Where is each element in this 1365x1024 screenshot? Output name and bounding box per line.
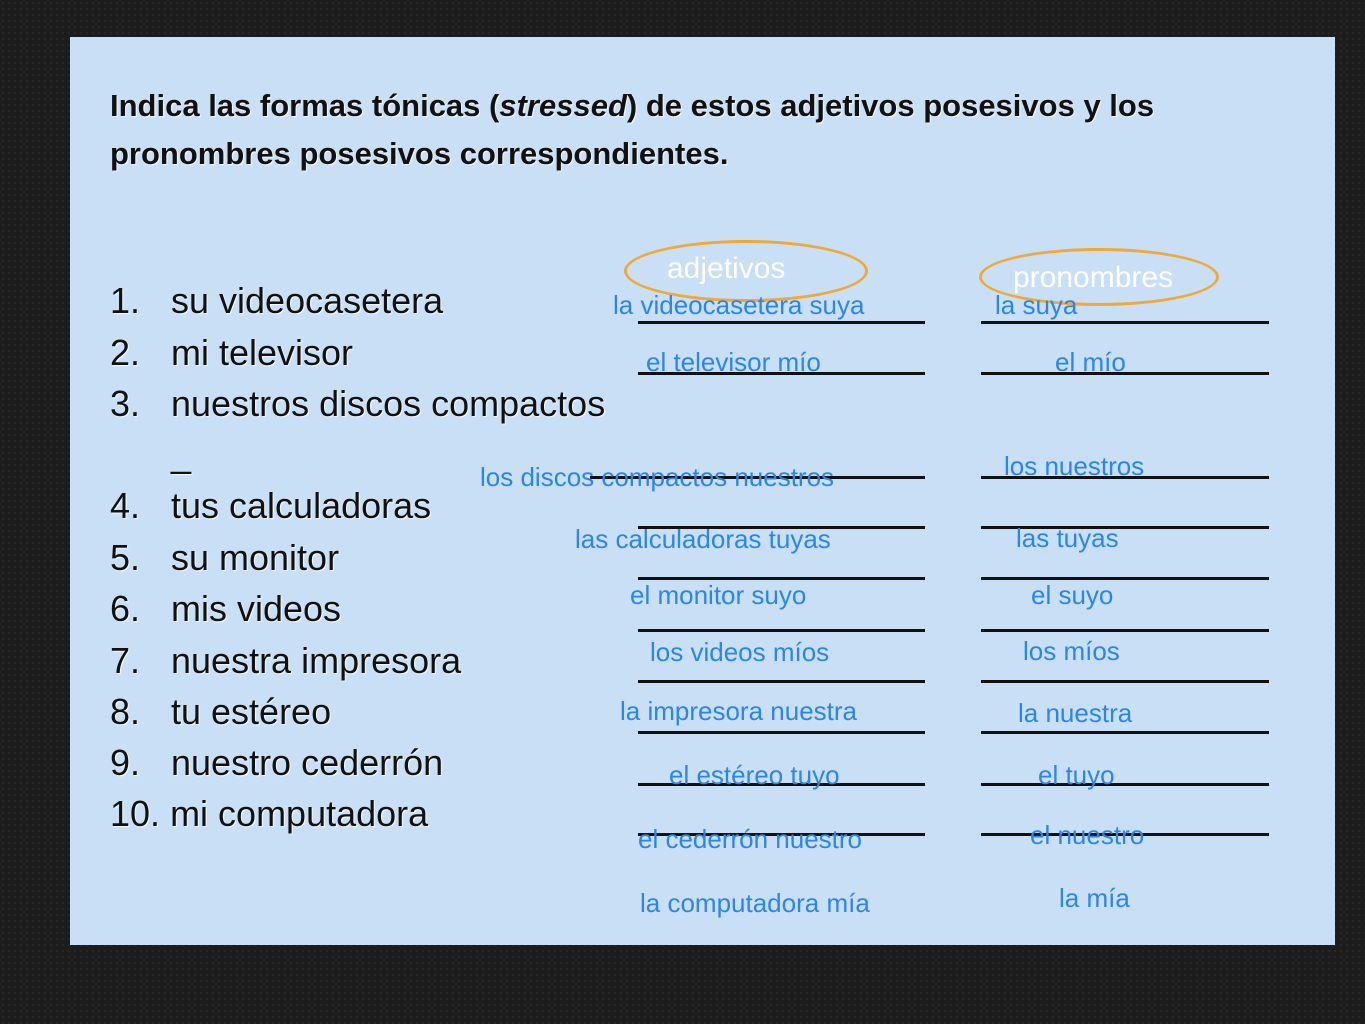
pronoun-answer: la mía	[1059, 883, 1130, 913]
list-item: 10. mi computadora	[110, 793, 429, 834]
list-item: 9. nuestro cederrón	[110, 742, 444, 783]
pronoun-answer-line	[981, 680, 1269, 683]
pronoun-answer: el suyo	[1031, 580, 1114, 610]
pronoun-answer-line	[981, 783, 1269, 786]
title-text-start: Indica las formas tónicas (	[110, 88, 500, 123]
adjective-answer: la videocasetera suya	[613, 290, 865, 320]
adjective-answer: los discos compactos nuestros	[480, 462, 835, 492]
pronoun-answer-line	[981, 577, 1269, 580]
list-item: 6. mis videos	[110, 588, 342, 629]
pronoun-answer: la nuestra	[1018, 698, 1133, 728]
pronoun-answer: el nuestro	[1030, 820, 1145, 850]
list-item-continuation: _	[171, 434, 192, 475]
adjective-answer: el cederrón nuestro	[638, 824, 863, 854]
pronoun-answer-line	[981, 321, 1269, 324]
list-item: 3. nuestros discos compactos	[110, 383, 606, 424]
adjective-answer: la computadora mía	[640, 888, 870, 918]
adjective-answer: el estéreo tuyo	[669, 760, 840, 790]
pronoun-answer-line	[981, 629, 1269, 632]
adjective-answer-line	[638, 680, 925, 683]
adjective-answer: la impresora nuestra	[620, 696, 857, 726]
adjective-answer-line	[638, 321, 925, 324]
adjective-answer: las calculadoras tuyas	[575, 524, 831, 554]
adjective-answer: los videos míos	[650, 637, 830, 667]
adjective-answer-line	[638, 629, 925, 632]
list-item: 8. tu estéreo	[110, 691, 332, 732]
instructions-title	[110, 82, 1290, 178]
slide	[70, 37, 1335, 945]
pronouns-header: pronombres	[1013, 261, 1174, 294]
pronoun-answer: los nuestros	[1004, 451, 1145, 481]
title-text-end: ) de estos adjetivos posesivos y los pronombres posesivos correspondientes.	[110, 88, 1155, 171]
adjective-answer: el televisor mío	[646, 347, 821, 377]
adjective-answer-line	[638, 731, 925, 734]
list-item: 7. nuestra impresora	[110, 640, 462, 681]
pronoun-answer-line	[981, 731, 1269, 734]
pronoun-answer: las tuyas	[1016, 523, 1119, 553]
list-item: 2. mi televisor	[110, 332, 354, 373]
pronoun-answer: el mío	[1055, 347, 1126, 377]
adjectives-header: adjetivos	[667, 252, 786, 285]
list-item: 1. su videocasetera	[110, 280, 444, 321]
pronoun-answer: los míos	[1023, 636, 1120, 666]
pronoun-answer: la suya	[995, 290, 1078, 320]
list-item: 4. tus calculadoras	[110, 485, 432, 526]
list-item: 5. su monitor	[110, 537, 340, 578]
pronoun-answer: el tuyo	[1038, 760, 1115, 790]
title-italic-text: stressed	[499, 88, 627, 123]
adjective-answer: el monitor suyo	[630, 580, 807, 610]
